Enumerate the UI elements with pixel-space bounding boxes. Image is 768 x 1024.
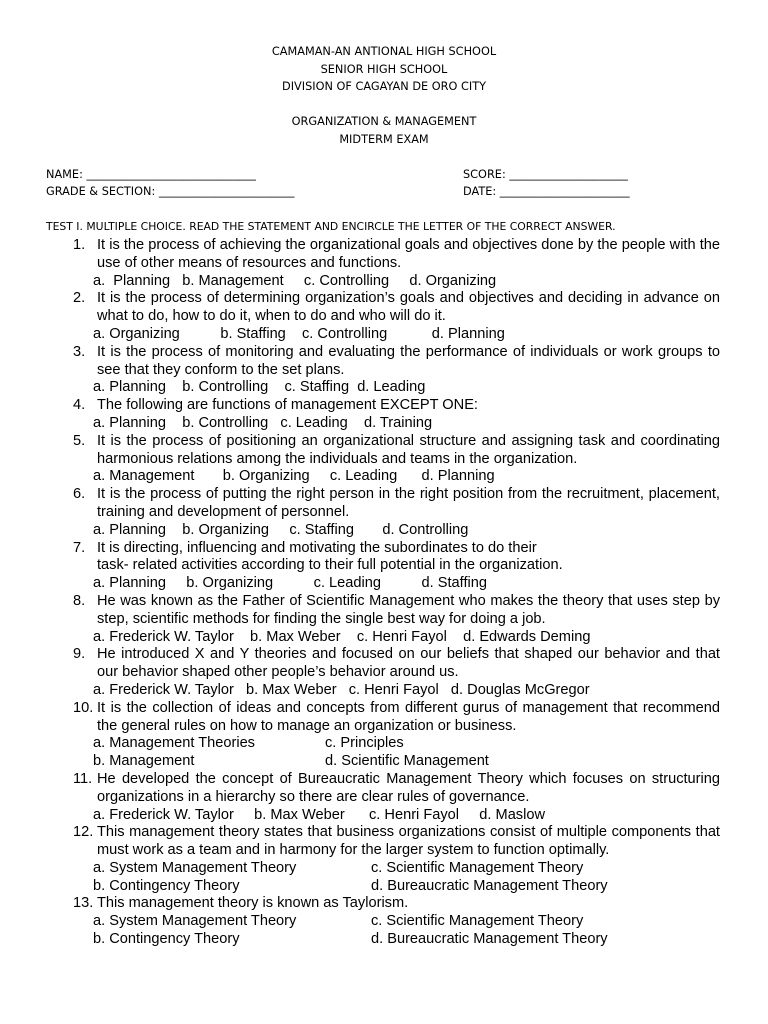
answer-options-row xyxy=(0,735,768,753)
answer-options: a. Organizing b. Staffing c. Controlling d. Planning xyxy=(93,325,505,342)
question-text-continued: task- related activities according to their full potential in the organization. xyxy=(97,557,563,574)
question-item xyxy=(0,895,768,948)
question-item xyxy=(0,593,768,646)
question-number: 10. xyxy=(73,699,94,716)
question-number: 13. xyxy=(73,895,94,912)
exam-title: MIDTERM EXAM xyxy=(339,132,429,146)
question-text: It is the collection of ideas and concepts from different gurus of management that recommend the general rules on how to manage an organization or business. xyxy=(97,699,720,734)
question-item xyxy=(0,290,768,343)
name-field: NAME: ______________________________ xyxy=(46,168,256,181)
answer-options: a. Frederick W. Taylor b. Max Weber c. Henri Fayol d. Douglas McGregor xyxy=(93,681,590,698)
question-list xyxy=(0,237,768,949)
option-d: d. Bureaucratic Management Theory xyxy=(371,877,608,894)
answer-options: a. Frederick W. Taylor b. Max Weber c. Henri Fayol d. Edwards Deming xyxy=(93,628,591,645)
question-text: He was known as the Father of Scientific Management who makes the theory that uses step by step, scientific methods for finding the single best way for doing a job. xyxy=(97,592,720,627)
question-text: It is the process of positioning an organizational structure and assigning task and coordinating harmonious relations among the individuals and teams in the organization. xyxy=(97,432,720,467)
subject-title: ORGANIZATION & MANAGEMENT xyxy=(291,115,477,128)
answer-options: a. Frederick W. Taylor b. Max Weber c. Henri Fayol d. Maslow xyxy=(93,806,545,823)
question-number: 5. xyxy=(73,432,86,449)
answer-options: a. Planning b. Organizing c. Staffing d. Controlling xyxy=(93,521,469,538)
question-item xyxy=(0,344,768,397)
option-d: d. Bureaucratic Management Theory xyxy=(371,931,608,948)
school-name: CAMAMAN-AN ANTIONAL HIGH SCHOOL xyxy=(271,45,497,58)
option-c: c. Scientific Management Theory xyxy=(371,913,584,930)
answer-options-row xyxy=(0,860,768,878)
answer-options-row xyxy=(0,753,768,771)
question-number: 4. xyxy=(73,397,86,414)
option-a: a. Management Theories xyxy=(93,735,255,752)
question-text: He introduced X and Y theories and focused on our beliefs that shaped our behavior and that our behavior shaped other people’s behavior around us. xyxy=(97,646,720,681)
date-field: DATE: _______________________ xyxy=(463,185,630,198)
exam-header xyxy=(0,43,768,148)
question-text: It is the process of monitoring and evaluating the performance of individuals or work groups to see that they conform to the set plans. xyxy=(97,343,720,378)
answer-options-row xyxy=(0,931,768,949)
answer-options: a. Management b. Organizing c. Leading d. Planning xyxy=(93,468,495,485)
question-text: He developed the concept of Bureaucratic Management Theory which focuses on structuring organizations in a hierarchy so there are clear rules of governance. xyxy=(97,770,720,805)
question-item xyxy=(0,646,768,699)
option-d: d. Scientific Management xyxy=(325,753,489,770)
grade-section-field: GRADE & SECTION: ________________________ xyxy=(46,185,295,198)
question-item xyxy=(0,540,768,593)
option-a: a. System Management Theory xyxy=(93,913,297,930)
question-item xyxy=(0,433,768,486)
option-b: b. Contingency Theory xyxy=(93,931,240,948)
question-text: This management theory states that business organizations consist of multiple components that must work as a team and in harmony for the larger system to function optimally. xyxy=(97,824,720,859)
question-text: This management theory is known as Taylorism. xyxy=(97,895,409,912)
answer-options-row xyxy=(0,878,768,896)
division: DIVISION OF CAGAYAN DE ORO CITY xyxy=(282,80,486,93)
question-item xyxy=(0,700,768,771)
option-b: b. Management xyxy=(93,753,195,770)
answer-options: a. Planning b. Organizing c. Leading d. Staffing xyxy=(93,575,487,592)
question-text: The following are functions of management EXCEPT ONE: xyxy=(97,397,478,414)
question-text: It is directing, influencing and motivating the subordinates to do their xyxy=(97,539,537,556)
question-item xyxy=(0,237,768,290)
question-number: 11. xyxy=(73,770,93,787)
option-c: c. Principles xyxy=(325,735,404,752)
question-item xyxy=(0,771,768,824)
option-c: c. Scientific Management Theory xyxy=(371,859,584,876)
question-text: It is the process of putting the right person in the right position from the recruitment, placement, training and development of personnel. xyxy=(97,486,720,520)
question-number: 9. xyxy=(73,646,86,663)
answer-options: a. Planning b. Controlling c. Leading d. Training xyxy=(93,414,433,431)
score-field: SCORE: _____________________ xyxy=(463,168,628,181)
question-item xyxy=(0,486,768,539)
question-number: 7. xyxy=(73,539,86,556)
answer-options: a. Planning b. Management c. Controlling d. Organizing xyxy=(93,272,497,289)
option-a: a. System Management Theory xyxy=(93,859,297,876)
question-number: 12. xyxy=(73,824,94,841)
answer-options: a. Planning b. Controlling c. Staffing d. Leading xyxy=(93,379,426,396)
question-number: 2. xyxy=(73,290,86,307)
option-b: b. Contingency Theory xyxy=(93,877,240,894)
test-instructions: TEST I. MULTIPLE CHOICE. READ THE STATEMENT AND ENCIRCLE THE LETTER OF THE CORRECT ANSWER. xyxy=(46,220,616,233)
answer-options-row xyxy=(0,913,768,931)
question-text: It is the process of achieving the organizational goals and objectives done by the people with the use of other means of resources and functions. xyxy=(97,237,720,271)
question-item xyxy=(0,824,768,895)
department: SENIOR HIGH SCHOOL xyxy=(320,62,448,76)
question-number: 8. xyxy=(73,592,86,609)
question-text: It is the process of determining organization’s goals and objectives and deciding in advance on what to do, how to do it, when to do and who will do it. xyxy=(97,290,720,325)
question-item xyxy=(0,397,768,433)
question-number: 3. xyxy=(73,343,86,360)
question-number: 1. xyxy=(73,237,86,253)
question-number: 6. xyxy=(73,486,86,503)
